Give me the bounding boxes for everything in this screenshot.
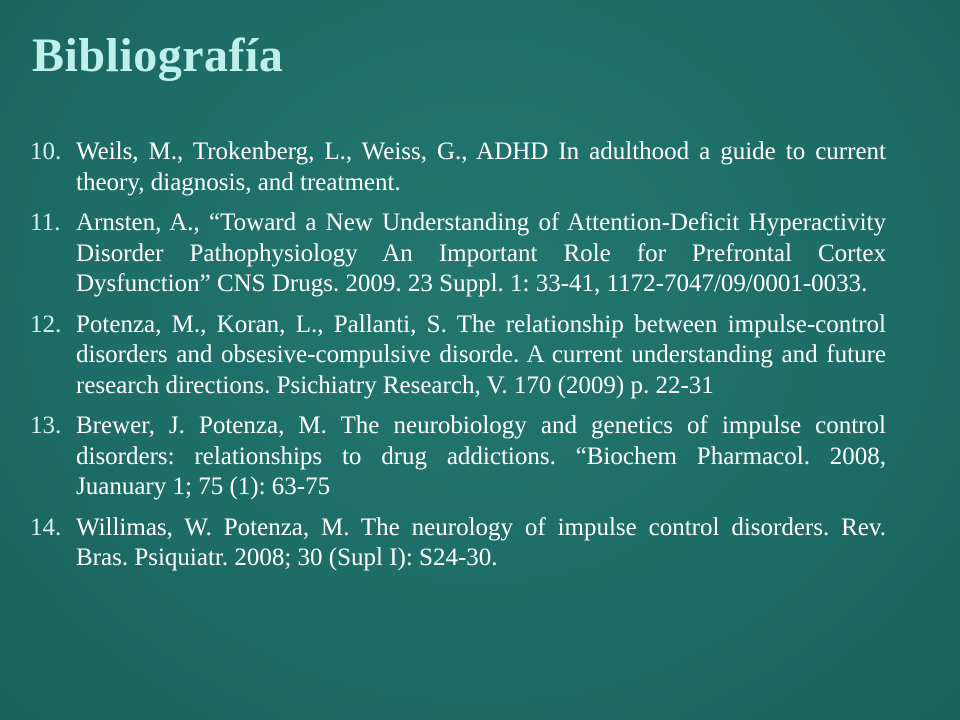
reference-item [30,208,886,300]
reference-item [30,513,886,574]
reference-text: Willimas, W. Potenza, M. The neurology of impulse control disorders. Rev. Bras. Psiquiatr. 2008; 30 (Supl I): S24-30. [76,513,886,571]
reference-text: Brewer, J. Potenza, M. The neurobiology and genetics of impulse control disorders: relationships to drug addictions. “Biochem Pharmacol. 2008, Juanuary 1; 75 (1): 63-75 [76,412,886,500]
reference-number: 12. [30,310,62,338]
reference-text: Potenza, M., Koran, L., Pallanti, S. The relationship between impulse-control disorders and obsesive-compulsive disorde. A current understanding and future research directions. Psichiatry Research, V. 170 (2009) p. 22-31 [76,310,886,399]
reference-item [30,310,886,402]
reference-number: 13. [30,412,62,439]
reference-number: 10. [30,138,62,165]
reference-list [30,137,886,584]
reference-text: Arnsten, A., “Toward a New Understanding of Attention-Deficit Hyperactivity Disorder Pathophysiology An Important Role for Prefrontal Cortex Dysfunction” CNS Drugs. 2009. 23 Suppl. 1: 33-41, 1172-7047/09/0001-0033. [76,209,886,297]
reference-item [30,411,886,503]
slide-title: Bibliografía [32,29,284,82]
reference-text: Weils, M., Trokenberg, L., Weiss, G., ADHD In adulthood a guide to current theory, diagnosis, and treatment. [76,138,886,196]
reference-item [30,137,886,198]
reference-number: 14. [30,513,62,541]
reference-number: 11. [30,209,61,236]
